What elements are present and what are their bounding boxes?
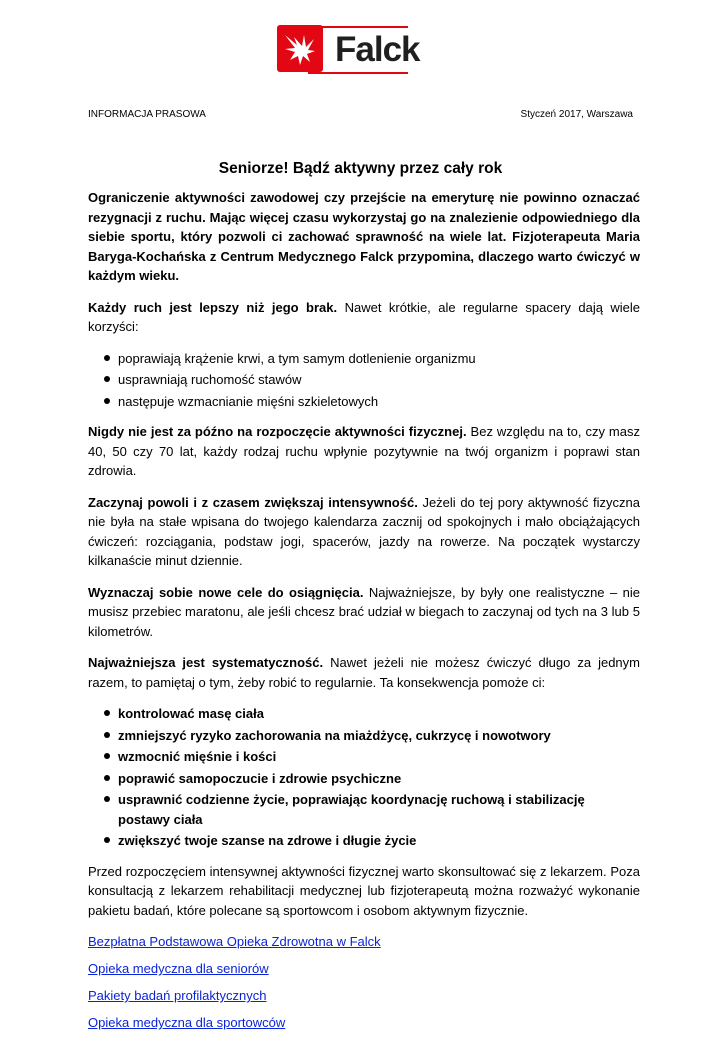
section-5-text: Nawet jeżeli nie możesz ćwiczyć długo za jednym razem, to pamiętaj o tym, żeby robić to regularnie. Ta konsekwencja pomoże ci: bbox=[88, 655, 640, 690]
related-links bbox=[88, 932, 640, 1032]
list-item: zmniejszyć ryzyko zachorowania na miażdżycę, cukrzycę i nowotwory bbox=[88, 726, 640, 746]
section-3-text: Jeżeli do tej pory aktywność fizyczna nie była na stałe wpisana do twojego kalendarza zacznij od spokojnych i mało obciążających ćwiczeń: rozciągania, podstaw jogi, spacerów, jazdy na rowerze. Na początek wystarczy kilkanaście minut dziennie. bbox=[88, 494, 640, 568]
header-row bbox=[88, 109, 633, 123]
page-title: Seniorze! Bądź aktywny przez cały rok bbox=[218, 160, 503, 177]
section-2-paragraph bbox=[88, 422, 640, 481]
section-5-lead: Najważniejsza jest systematyczność. bbox=[88, 655, 324, 670]
section-3-paragraph bbox=[88, 493, 640, 571]
list-item: zwiększyć twoje szanse na zdrowe i długie życie bbox=[88, 831, 640, 851]
bullet-icon bbox=[104, 376, 110, 382]
link-free-primary-care[interactable]: Bezpłatna Podstawowa Opieka Zdrowotna w Falck bbox=[88, 934, 381, 949]
section-3-lead: Zaczynaj powoli i z czasem zwiększaj intensywność. bbox=[88, 494, 418, 510]
section-4-paragraph bbox=[88, 583, 640, 642]
section-1-text: Nawet krótkie, ale regularne spacery dają wiele korzyści: bbox=[88, 299, 641, 334]
section-4-lead: Wyznaczaj sobie nowe cele do osiągnięcia. bbox=[88, 584, 364, 600]
bullet-icon bbox=[104, 753, 110, 759]
press-label: INFORMACJA PRASOWA bbox=[88, 109, 206, 120]
link-athlete-care[interactable]: Opieka medyczna dla sportowców bbox=[88, 1015, 286, 1030]
article-body bbox=[88, 188, 640, 1040]
closing-paragraph: Przed rozpoczęciem intensywnej aktywności fizycznej warto skonsultować się z lekarzem. Poza konsultacją z lekarzem rehabilitacji medycznej lub fizjoterapeutą można rozważyć wykonanie pakietu badań, które polecane są sportowcom i osobom aktywnym fizycznie. bbox=[88, 863, 640, 918]
brand-name: Falck bbox=[335, 30, 420, 69]
section-1-paragraph bbox=[88, 298, 640, 337]
bullet-icon bbox=[104, 355, 110, 361]
bullet-icon bbox=[104, 837, 110, 843]
list-item: wzmocnić mięśnie i kości bbox=[88, 747, 640, 767]
intro-paragraph: Ograniczenie aktywności zawodowej czy przejście na emeryturę nie powinno oznaczać rezygnacji z ruchu. Mając więcej czasu wykorzystaj go na znalezienie odpowiedniego dla siebie sportu, który pozwoli ci zachować sprawność na wiele lat. Fizjoterapeuta Maria Baryga-Kochańska z Centrum Medycznego Falck przypomina, dlaczego warto ćwiczyć w każdym wieku. bbox=[88, 190, 640, 283]
list-item: poprawić samopoczucie i zdrowie psychiczne bbox=[88, 769, 640, 789]
section-4-text: Najważniejsze, by były one realistyczne – nie musisz przebiec maratonu, ale jeśli chcesz brać udział w biegach to zaczynaj od tych na 3 lub 5 kilometrów. bbox=[88, 584, 640, 639]
bullet-icon bbox=[104, 775, 110, 781]
bullet-icon bbox=[104, 732, 110, 738]
list-item: usprawniają ruchomość stawów bbox=[88, 370, 640, 390]
list-item: poprawiają krążenie krwi, a tym samym dotlenienie organizmu bbox=[88, 349, 640, 369]
bullet-icon bbox=[104, 398, 110, 404]
date-location: Styczeń 2017, Warszawa bbox=[520, 109, 633, 120]
section-1-lead: Każdy ruch jest lepszy niż jego brak. bbox=[88, 299, 338, 315]
eagle-icon bbox=[277, 25, 323, 72]
section-2-text: Bez względu na to, czy masz 40, 50 czy 70 lat, każdy rodzaj ruchu wpłynie pozytywnie na twój organizm i poprawi stan zdrowia. bbox=[88, 424, 640, 478]
bullet-icon bbox=[104, 796, 110, 802]
section-5-bullet-list bbox=[88, 704, 640, 851]
list-item: kontrolować masę ciała bbox=[88, 704, 640, 724]
section-2-lead: Nigdy nie jest za późno na rozpoczęcie aktywności fizycznej. bbox=[88, 424, 467, 439]
link-checkup-packages[interactable]: Pakiety badań profilaktycznych bbox=[88, 988, 267, 1003]
list-item: usprawnić codzienne życie, poprawiając koordynację ruchową i stabilizację postawy ciała bbox=[88, 790, 640, 829]
logo-rule-bottom bbox=[308, 72, 408, 74]
section-1-bullet-list bbox=[88, 349, 640, 412]
link-senior-care[interactable]: Opieka medyczna dla seniorów bbox=[88, 961, 269, 976]
bullet-icon bbox=[104, 710, 110, 716]
section-5-paragraph bbox=[88, 653, 640, 692]
list-item: następuje wzmacnianie mięśni szkieletowych bbox=[88, 392, 640, 412]
